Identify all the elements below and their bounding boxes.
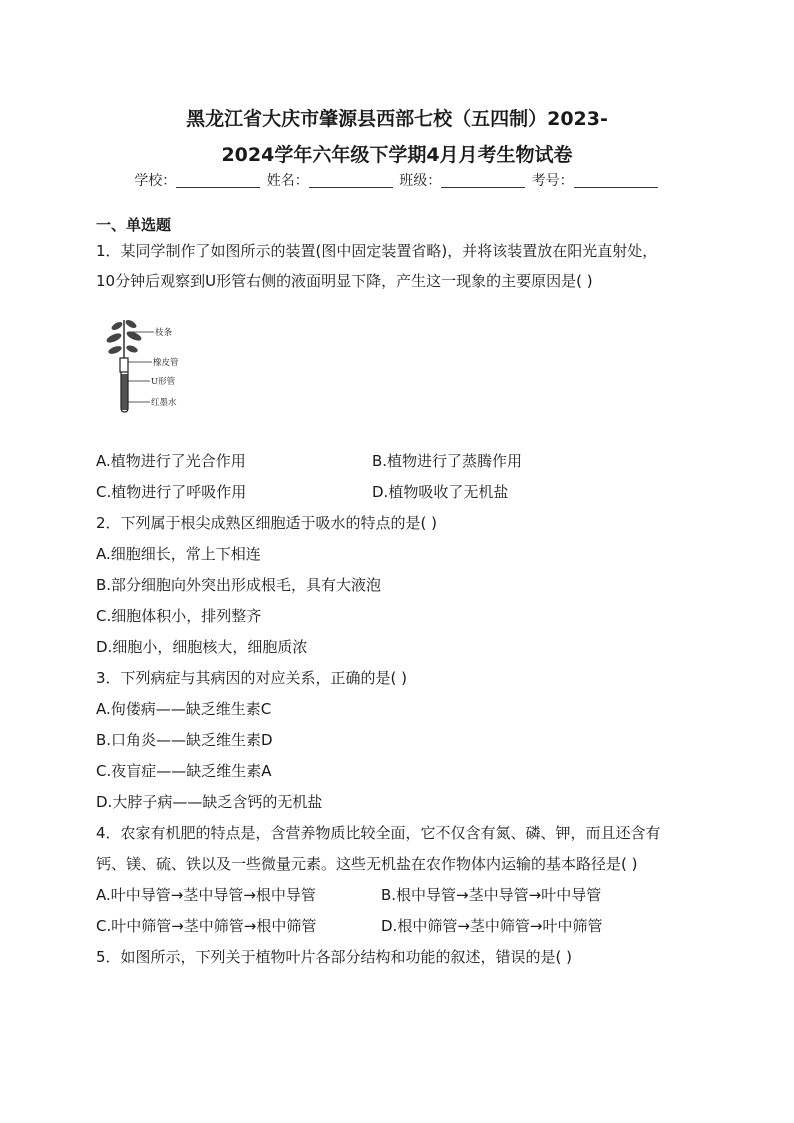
exam-number-label: 考号： — [531, 173, 574, 189]
figure-label-rubber-tube: 橡皮管 — [153, 358, 179, 368]
q3-option-b[interactable]: B.口角炎——缺乏维生素D — [96, 731, 273, 749]
q4-option-a[interactable]: A.叶中导管→茎中导管→根中导管 — [96, 886, 316, 904]
q2-option-a[interactable]: A.细胞细长，常上下相连 — [96, 545, 261, 563]
figure-label-branch: 枝条 — [155, 328, 173, 338]
exam-title-line1: 黑龙江省大庆市肇源县西部七校（五四制）2023- — [186, 108, 608, 130]
q1-stem-line2: 10分钟后观察到U形管右侧的液面明显下降，产生这一现象的主要原因是( ) — [96, 272, 593, 290]
q4-stem-line1: 4．农家有机肥的特点是，含营养物质比较全面，它不仅含有氮、磷、钾，而且还含有 — [96, 824, 661, 842]
q4-option-b[interactable]: B.根中导管→茎中导管→叶中导管 — [381, 886, 602, 904]
class-label: 班级： — [399, 173, 442, 189]
exam-title-line2: 2024学年六年级下学期4月月考生物试卷 — [221, 144, 573, 166]
plant-u-tube-figure — [98, 312, 208, 416]
q2-option-b[interactable]: B.部分细胞向外突出形成根毛，具有大液泡 — [96, 576, 382, 594]
q2-option-d[interactable]: D.细胞小，细胞核大，细胞质浓 — [96, 638, 308, 656]
figure-label-red-ink: 红墨水 — [151, 398, 177, 408]
q1-option-d[interactable]: D.植物吸收了无机盐 — [372, 483, 509, 501]
q1-option-a[interactable]: A.植物进行了光合作用 — [96, 452, 246, 470]
q2-stem: 2．下列属于根尖成熟区细胞适于吸水的特点的是( ) — [96, 514, 438, 532]
q1-option-b[interactable]: B.植物进行了蒸腾作用 — [372, 452, 523, 470]
figure-label-u-tube: U形管 — [151, 377, 176, 387]
q1-option-c[interactable]: C.植物进行了呼吸作用 — [96, 483, 247, 501]
q3-option-a[interactable]: A.佝偻病——缺乏维生素C — [96, 700, 272, 718]
school-label: 学校： — [134, 173, 177, 189]
name-label: 姓名： — [266, 173, 309, 189]
q3-option-d[interactable]: D.大脖子病——缺乏含钙的无机盐 — [96, 793, 323, 811]
class-blank[interactable] — [441, 173, 525, 188]
exam-number-blank[interactable] — [574, 173, 658, 188]
name-blank[interactable] — [309, 173, 393, 188]
q3-stem: 3．下列病症与其病因的对应关系，正确的是( ) — [96, 669, 408, 687]
q2-option-c[interactable]: C.细胞体积小，排列整齐 — [96, 607, 262, 625]
section-title: 一、单选题 — [96, 216, 172, 234]
q5-stem: 5．如图所示，下列关于植物叶片各部分结构和功能的叙述，错误的是( ) — [96, 948, 573, 966]
q4-option-c[interactable]: C.叶中筛管→茎中筛管→根中筛管 — [96, 917, 317, 935]
q4-option-d[interactable]: D.根中筛管→茎中筛管→叶中筛管 — [381, 917, 603, 935]
q1-stem-line1: 1．某同学制作了如图所示的装置(图中固定装置省略)，并将该装置放在阳光直射处， — [96, 242, 658, 260]
q4-stem-line2: 钙、镁、硫、铁以及一些微量元素。这些无机盐在农作物体内运输的基本路径是( ) — [96, 855, 638, 873]
school-blank[interactable] — [176, 173, 260, 188]
q3-option-c[interactable]: C.夜盲症——缺乏维生素A — [96, 762, 272, 780]
student-info-fields — [0, 170, 794, 190]
